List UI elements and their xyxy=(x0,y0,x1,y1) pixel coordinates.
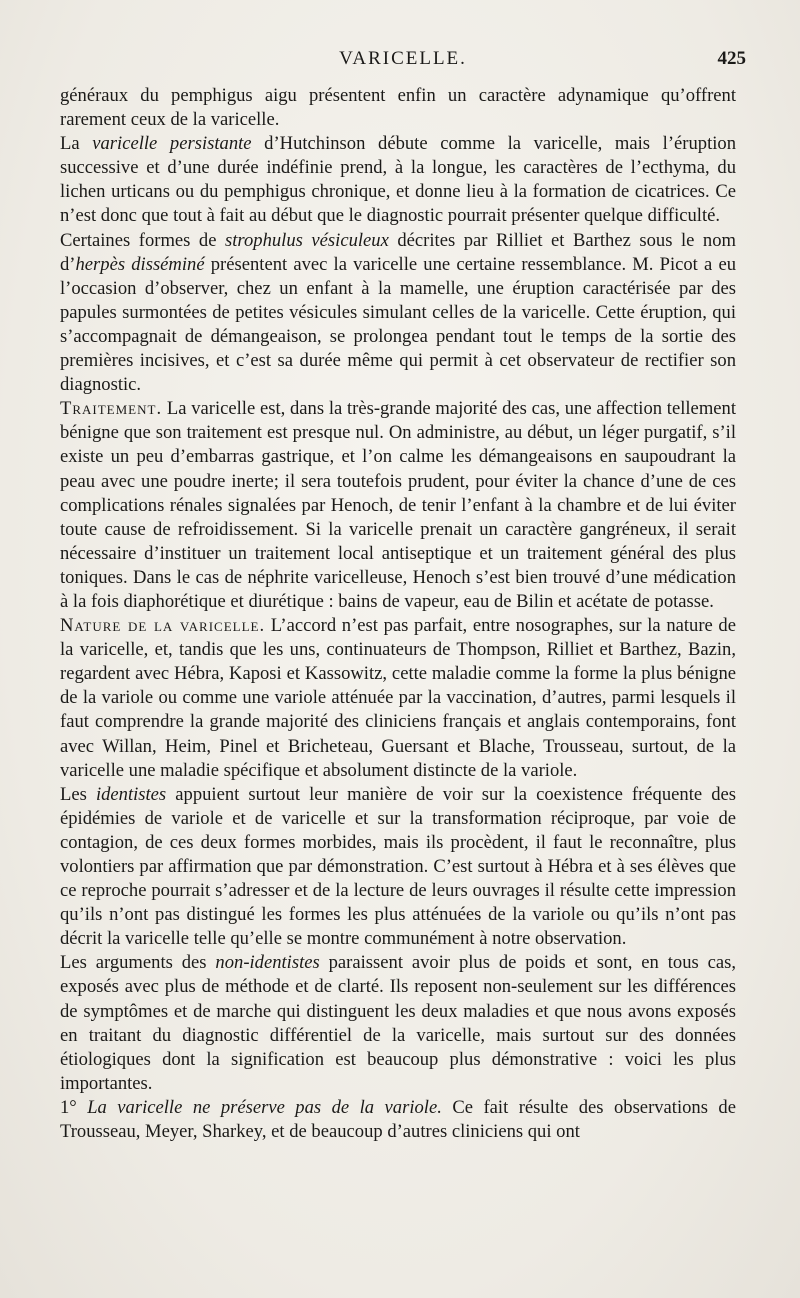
text-run: L’accord n’est pas parfait, entre nosographes, sur la nature de la varicelle, et, tandis que les uns, continuateurs de Thompson, Rilliet et Barthez, Bazin, regardent avec Hébra, Kaposi et Kassowitz, cette maladie comme la forme la plus bénigne de la variole ou comme une variole atténuée par la vaccination, d’autres, parmi lesquels il faut comprendre la grande majorité des cliniciens français et anglais contemporains, font avec Willan, Heim, Pinel et Bricheteau, Guersant et Blache, Trousseau, surtout, de la varicelle une maladie spécifique et absolument distincte de la variole. xyxy=(60,615,736,781)
italic-text: strophulus vésiculeux xyxy=(225,229,389,251)
body-text xyxy=(60,84,736,1144)
text-run: Les arguments des xyxy=(60,952,216,974)
text-run: d’Hutchinson débute comme la varicelle, mais l’éruption successive et d’une durée indéfinie prend, à la longue, les caractères de l’ecthyma, du lichen urticans ou du pemphigus chronique, et donne lieu à la formation de cicatrices. Ce n’est donc que tout à fait au début que le diagnostic pourrait présenter quelque difficulté. xyxy=(60,133,736,227)
text-run: La varicelle est, dans la très-grande majorité des cas, une affection tellement bénigne que son traitement est presque nul. On administre, au début, un léger purgatif, s’il existe un peu d’embarras gastrique, et l’on calme les démangeaisons en saupoudrant la peau avec une poudre inerte; il sera toutefois prudent, pour éviter la chance d’une de ces complications rénales signalées par Henoch, de tenir l’enfant à la chambre et de lui éviter toute cause de refroidissement. Si la varicelle prenait un caractère gangréneux, il serait nécessaire d’instituer un traitement local antiseptique et un traitement général des plus toniques. Dans le cas de néphrite varicelleuse, Henoch s’est bien trouvé d’une médication à la fois diaphorétique et diurétique : bains de vapeur, eau de Bilin et acétate de potasse. xyxy=(60,398,736,612)
paragraph xyxy=(60,614,736,783)
paragraph xyxy=(60,783,736,952)
page-number: 425 xyxy=(717,48,746,69)
text-run: Certaines formes de xyxy=(60,229,226,251)
text-run: paraissent avoir plus de poids et sont, en tous cas, exposés avec plus de méthode et de clarté. Ils reposent non-seulement sur les différences de symptômes et de marche qui distinguent les deux maladies et que nous avons exposés en traitant du diagnostic différentiel de la varicelle, mais surtout sur des données étiologiques dont la signification est beaucoup plus démonstrative : voici les plus importantes. xyxy=(60,952,737,1094)
text-run: Les xyxy=(60,783,96,805)
italic-text: varicelle persistante xyxy=(92,133,252,155)
running-title: VARICELLE. xyxy=(339,48,467,69)
section-heading: Traitement. xyxy=(60,398,163,420)
page-header xyxy=(60,48,746,78)
italic-text: identistes xyxy=(95,783,167,805)
paragraph xyxy=(60,397,736,614)
paragraph xyxy=(60,1096,736,1144)
text-run: Ce fait résulte des observations de Trousseau, Meyer, Sharkey, et de beaucoup d’autres cliniciens qui ont xyxy=(60,1096,736,1143)
italic-text: La varicelle ne préserve pas de la variole. xyxy=(87,1096,442,1118)
section-heading: Nature de la varicelle. xyxy=(60,615,266,637)
text-run: 1° xyxy=(60,1096,88,1118)
text-run: appuient surtout leur manière de voir sur la coexistence fréquente des épidémies de variole et de varicelle et sur la transformation réciproque, par voie de contagion, de ces deux formes morbides, mais ils procèdent, il faut le reconnaître, plus volontiers par affirmation que par démonstration. C’est surtout à Hébra et à ses élèves que ce reproche pourrait s’adresser et de la lecture de leurs ouvrages il résulte cette impression qu’ils n’ont pas distingué les formes les plus atténuées de la variole ou qu’ils n’ont pas décrit la varicelle telle qu’elle se montre communément à notre observation. xyxy=(60,783,736,950)
italic-text: non-identistes xyxy=(215,952,320,974)
italic-text: herpès disséminé xyxy=(75,253,205,275)
text-run: décrites par Rilliet et Barthez sous le nom d’ xyxy=(60,229,736,275)
text-run: La xyxy=(60,133,93,155)
text-run: présentent avec la varicelle une certaine ressemblance. M. Picot a eu l’occasion d’observer, chez un enfant à la mamelle, une éruption caractérisée par des papules surmontées de petites vésicules simulant celles de la varicelle. Cette éruption, qui s’accompagnait de démangeaison, se prolongea pendant tout le temps de la sortie des premières incisives, et c’est sa durée même qui permit à cet observateur de rectifier son diagnostic. xyxy=(60,253,736,396)
paragraph xyxy=(60,132,736,228)
text-run: généraux du pemphigus aigu présentent enfin un caractère adynamique qu’offrent rarement ceux de la varicelle. xyxy=(60,85,736,131)
paragraph xyxy=(60,229,736,398)
paragraph xyxy=(60,84,736,132)
paragraph xyxy=(60,951,736,1096)
